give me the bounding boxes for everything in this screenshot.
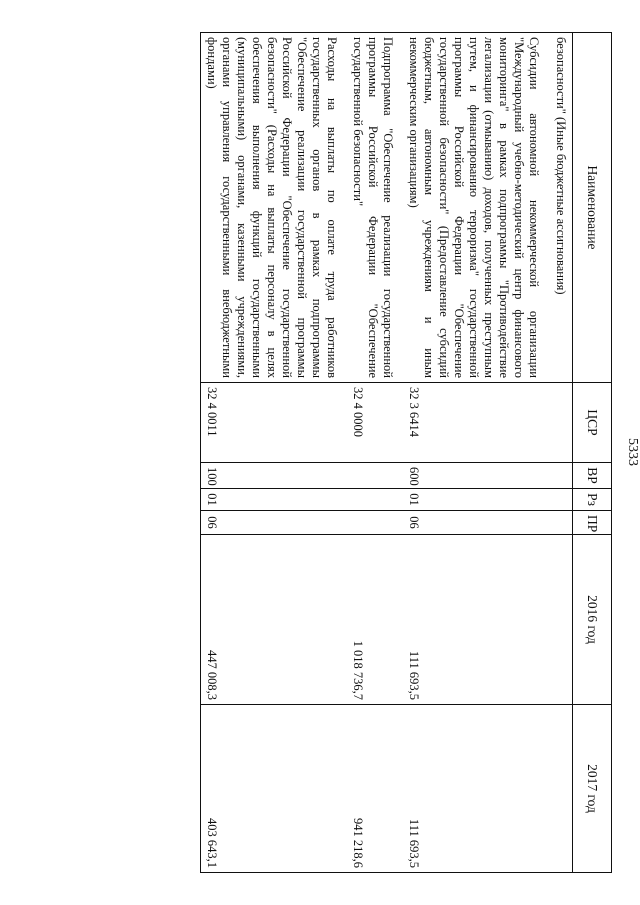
row-2017 [549,705,573,873]
row-rz [347,489,403,511]
row-pr: 06 [201,511,348,535]
table-row [201,33,348,873]
table-header-row [573,33,612,873]
row-pr [347,511,403,535]
row-vr [549,463,573,489]
row-name: Расходы на выплаты по оплате труда работников государственных органов в рамках подпрограммы "Обеспечение реализации государственной программы Российской Федерации "Обеспечение государственной безопасности" (Расходы на выплаты персоналу в целях обеспечения выполнения функций государственными (муниципальными) органами, казенными учреждениями, органами управления государственными внебюджетными фондами) [201,33,348,383]
row-2016: 1 018 736,7 [347,535,403,705]
row-vr: 100 [201,463,348,489]
row-rz [549,489,573,511]
row-2017: 941 218,6 [347,705,403,873]
header-2017: 2017 год [573,705,612,873]
row-pr [549,511,573,535]
page-number: 5333 [625,438,640,466]
row-csr: 32 4 0011 [201,383,348,463]
budget-table [200,32,612,873]
header-rz: Рз [573,489,612,511]
row-csr: 32 3 6414 [403,383,549,463]
header-vr: ВР [573,463,612,489]
row-vr [347,463,403,489]
row-name: Субсидии автономной некоммерческой организации "Международный учебно-методический центр финансового мониторинга" в рамках подпрограммы "Противодействие легализации (отмыванию) доходов, полученных преступным путем, и финансированию терроризма" государственной программы Российской Федерации "Обеспечение государственной безопасности" (Предоставление субсидий бюджетным, автономным учреждениям и иным некоммерческим организациям) [403,33,549,383]
row-rz: 01 [403,489,549,511]
table-row [347,33,403,873]
header-pr: ПР [573,511,612,535]
row-csr: 32 4 0000 [347,383,403,463]
row-vr: 600 [403,463,549,489]
row-2017: 403 643,1 [201,705,348,873]
table-row [549,33,573,873]
row-name: Подпрограмма "Обеспечение реализации государственной программы Российской Федерации "Обеспечение государственной безопасности" [347,33,403,383]
row-2016 [549,535,573,705]
row-csr [549,383,573,463]
row-name: безопасности" (Иные бюджетные ассигнования) [549,33,573,383]
row-pr: 06 [403,511,549,535]
budget-sheet [52,32,612,872]
table-row [403,33,549,873]
row-rz: 01 [201,489,348,511]
header-name: Наименование [573,33,612,383]
header-2016: 2016 год [573,535,612,705]
header-csr: ЦСР [573,383,612,463]
row-2016: 111 693,5 [403,535,549,705]
row-2016: 447 008,3 [201,535,348,705]
row-2017: 111 693,5 [403,705,549,873]
